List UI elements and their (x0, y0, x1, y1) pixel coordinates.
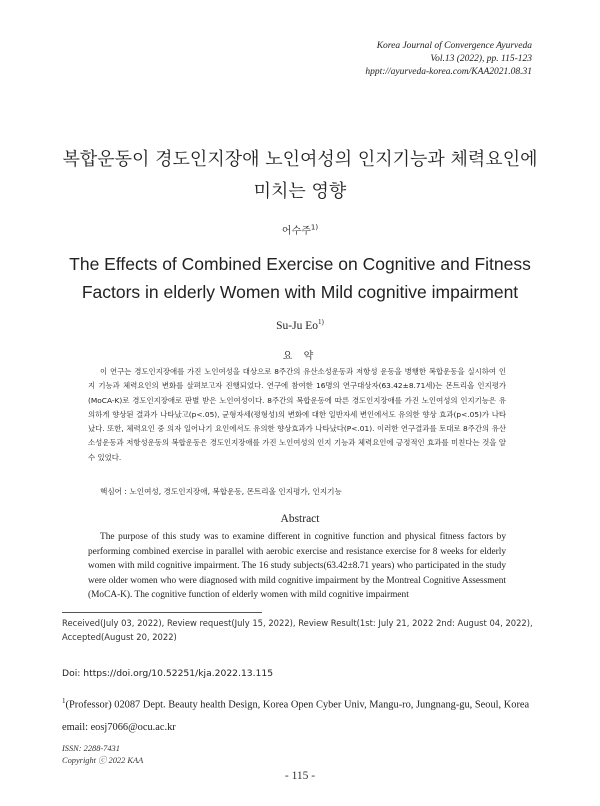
author-korean-sup: 1) (310, 223, 319, 232)
author-korean-name: 어수주 (281, 226, 311, 237)
title-english-line1: The Effects of Combined Exercise on Cognitive and Fitness (69, 254, 531, 274)
received-dates: Received(July 03, 2022), Review request(July 15, 2022), Review Result(1st: July 21, 2022 2nd: August 04, 2022), Accepted(August 20, 2022) (62, 618, 533, 642)
title-korean-line1: 복합운동이 경도인지장애 노인여성의 인지기능과 체력요인에 (62, 149, 538, 170)
abstract-english-body: The purpose of this study was to examine different in cognitive function and physical fitness factors by performing combined exercise in parallel with aerobic exercise and resistance exercise for 8 weeks for elderly women with mild cognitive impairment. The 16 study subjects(63.42±8.71 years) who participated in the study were older women who were diagnosed with mild cognitive impairment by the Montreal Cognitive Assessment (MoCA-K). The cognitive function of elderly women with mild cognitive impairment (88, 532, 506, 601)
page-number: - 115 - (284, 770, 316, 782)
affiliation-sup: 1 (62, 697, 66, 705)
author-email[interactable]: email: eosj7066@ocu.ac.kr (62, 722, 176, 733)
abstract-korean-body: 이 연구는 경도인지장애를 가진 노인여성을 대상으로 8주간의 유산소성운동과 저항성 운동을 병행한 복합운동을 실시하여 인지 기능과 체력요인의 변화를 살펴보고자 진행되었다. 연구에 참여한 16명의 연구대상자(63.42±8.71세)는 몬트리올 인지평가(MoCA-K)로 경도인지장애로 판별 받은 노인여성이다. 8주간의 복합운동에 따른 경도인지장애를 가진 노인여성의 인지기능은 유의하게 향상된 결과가 나타났고(p<.05), 균형자세(평형성)의 변화에 대한 일반자세 변인에서도 유의한 향상 효과(p<.05)가 나타났다. 또한, 체력요인 중 의자 일어나기 요인에서도 유의한 향상효과가 나타났다(P<.01). 이러한 연구결과를 토대로 8주간의 유산소성운동과 저항성운동의 복합운동은 경도인지장애를 가진 노인여성의 인지 기능과 체력요인에 긍정적인 효과를 미친다는 것을 알 수 있었다. (88, 367, 506, 462)
abstract-korean-heading: 요 약 (282, 351, 318, 362)
abstract-english-heading: Abstract (280, 513, 320, 525)
journal-name: Korea Journal of Convergence Ayurveda (376, 41, 532, 51)
journal-volume: Vol.13 (2022), pp. 115-123 (430, 54, 532, 64)
title-korean (40, 144, 560, 208)
author-english-sup: 1) (318, 318, 324, 326)
issn-number: ISSN: 2288-7431 (62, 744, 120, 753)
title-english (40, 250, 560, 306)
author-english-name: Su-Ju Eo (276, 319, 318, 332)
affiliation-text: (Professor) 02087 Dept. Beauty health Design, Korea Open Cyber Univ, Mangu-ro, Jungnang-gu, Seoul, Korea (65, 699, 530, 711)
journal-url: hppt://ayurveda-korea.com/KAA2021.08.31 (365, 67, 532, 77)
title-korean-line2: 미치는 영향 (253, 181, 347, 202)
footnote-divider (62, 612, 262, 613)
issn-block (62, 743, 362, 767)
copyright-notice: Copyright ⓒ 2022 KAA (62, 756, 144, 765)
author-affiliation (62, 695, 532, 712)
author-korean (0, 222, 600, 237)
journal-header (232, 40, 532, 79)
keywords-korean: 핵심어 : 노인여성, 경도인지장애, 복합운동, 몬트리올 인지평가, 인지기능 (100, 487, 342, 496)
doi-link[interactable]: Doi: https://doi.org/10.52251/kja.2022.13.115 (62, 668, 274, 679)
title-english-line2: Factors in elderly Women with Mild cognitive impairment (81, 282, 519, 302)
author-english (0, 318, 600, 332)
